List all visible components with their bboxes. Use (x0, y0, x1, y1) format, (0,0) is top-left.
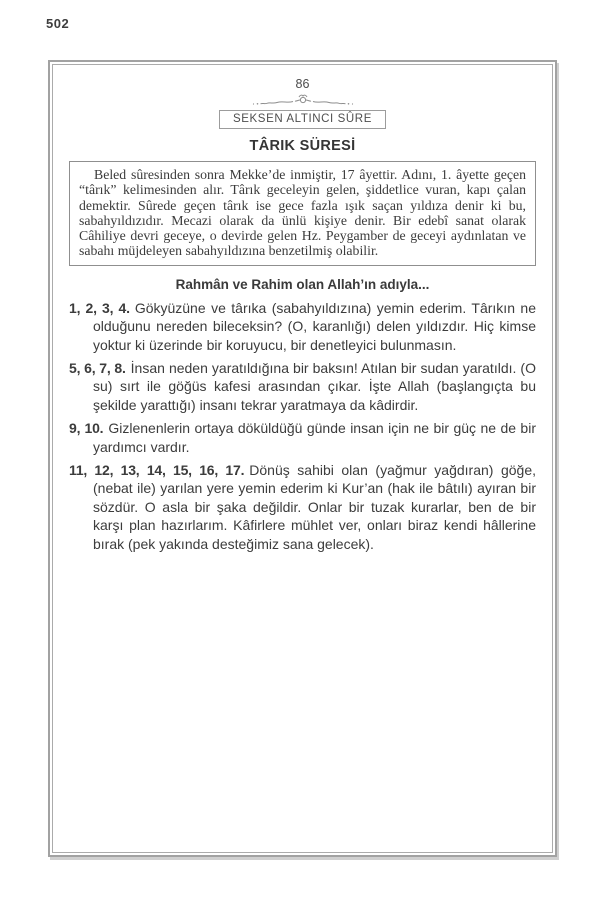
verse-item (69, 299, 536, 354)
page-frame (48, 60, 557, 857)
page-frame-inner-border (52, 64, 553, 853)
verse-item (69, 359, 536, 414)
verse-numbers: 1, 2, 3, 4. (69, 299, 130, 316)
verses-section (69, 299, 536, 553)
surah-series-row (69, 109, 536, 129)
page-number: 502 (46, 16, 70, 31)
surah-intro-text: Beled sûresinden sonra Mekke’de inmiştir, 17 âyettir. Adını, 1. âyette geçen “târık” kelimesinden alır. Târık geceleyin gelen, şiddetlice vuran, kapı çalan demektir. Sûrede geçen târık ise gece fazla ışık saçan yıldıza denir ki bu, sabahyıldızıdır. Mecazi olarak da ünlü kişiye denir. Bir edebî sanat olarak Câhiliye devri geceye, o devirde gelen Hz. Peygamber de geceyi aydınlatan ve sabahı müjdeleyen sabahyıldızına benzetilmiş olabilir. (79, 167, 526, 259)
verse-text: Dönüş sahibi olan (yağmur yağdıran) göğe, (nebat ile) yarılan yere yemin ederim ki Kur’an (hak ile bâtılı) ayıran bir sözdür. O asla bir şaka değildir. Onlar bir tuzak kurarlar, ben de bir karşı plan hazırlarım. Kâfirlere mühlet ver, onları biraz kendi hâllerine bırak (pek yakında desteğimiz sana gelecek). (93, 462, 536, 552)
surah-title: TÂRIK SÜRESİ (249, 138, 356, 154)
surah-series-label: SEKSEN ALTINCI SÛRE (219, 110, 386, 129)
chapter-ornament-icon (69, 92, 536, 107)
basmala-line: Rahmân ve Rahim olan Allah’ın adıyla... (175, 276, 430, 292)
chapter-number: 86 (295, 77, 310, 91)
verse-text: Gizlenenlerin ortaya döküldüğü günde insan için ne bir güç ne de bir yardımcı vardır. (93, 420, 536, 455)
verse-text: Gökyüzüne ve târıka (sabahyıldızına) yemin ederim. Târıkın ne olduğunu nereden bileceksin? (O, karanlığı) delen yıldızdır. Hiç kimse yoktur ki üzerinde bir koruyucu, bir denetleyici bulunmasın. (93, 299, 536, 353)
verse-numbers: 5, 6, 7, 8. (69, 360, 126, 376)
verse-numbers: 9, 10. (69, 420, 104, 437)
verse-numbers: 11, 12, 13, 14, 15, 16, 17. (69, 462, 245, 479)
verse-item (69, 461, 536, 553)
verse-item (69, 419, 536, 456)
verse-text: İnsan neden yaratıldığına bir baksın! Atılan bir sudan yaratıldı. (O su) sırt ile göğüs kafesi arasından çıkar. İşte Allah (başlangıçta bu şekilde yarattığı) insanı tekrar yaratmaya da kâdirdir. (93, 360, 536, 413)
page-content (53, 65, 552, 852)
surah-intro-box (69, 161, 536, 266)
